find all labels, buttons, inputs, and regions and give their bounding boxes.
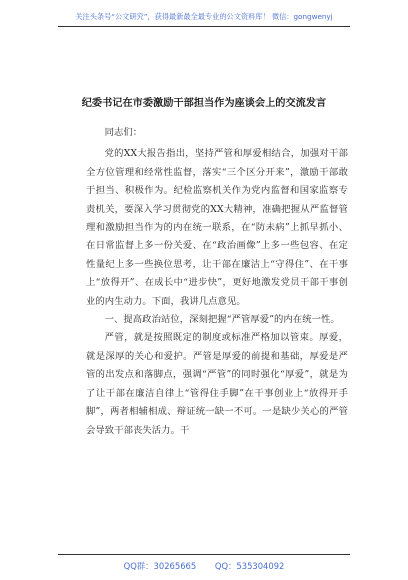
- paragraph-intro: 党的XX大报告指出，坚持严管和厚爱相结合，加强对干部全方位管理和经常性监督，落实“三个区分开来”，激励干部敢于担当、积极作为。纪检监察机关作为党内监督和国家监察专责机关，要深入学习贯彻党的XX大精神，准确把握从严监督管理和激励担当作为的内在统一联系，在“防未病”上抓早抓小、在日常监督上多一份关爱、在“政治画像”上多一些包容、在定性量纪上多一些换位思考，让干部在廉洁上“守得住”、在干事上“放得开”、在成长中“进步快”，更好地激发党员干部干事创业的内生动力。下面，我讲几点意见。: [86, 148, 348, 307]
- document-title: 纪委书记在市委激励干部担当作为座谈会上的交流发言: [81, 98, 327, 109]
- salutation: 同志们：: [104, 127, 143, 138]
- document-body: [86, 119, 348, 440]
- footer-qq: QQ：535304092: [214, 561, 285, 571]
- footer-qq-group: QQ群：30265665: [123, 561, 197, 571]
- paragraph-section-1: 严管，就是按照既定的制度或标准严格加以管束。厚爱，就是深厚的关心和爱护。严管是厚爱的前提和基础，厚爱是严管的出发点和落脚点，强调“严管”的同时强化“厚爱”，就是为了让干部在廉洁自律上“管得住手脚”在干事创业上“放得开手脚”，两者相辅相成、辩证统一缺一不可。一是缺少关心的严管会导致干部丧失活力。干: [86, 332, 348, 436]
- footer-contact: [0, 560, 408, 572]
- header-divider: [58, 26, 350, 27]
- footer-divider: [58, 554, 350, 555]
- section-heading-1: 一、提高政治站位，深刻把握“严管厚爱”的内在统一性。: [104, 314, 340, 326]
- header-promo-text: 关注头条号“公文研究”，获得最新最全最专业的公文资料库！ 微信：gongwenyj: [75, 12, 333, 21]
